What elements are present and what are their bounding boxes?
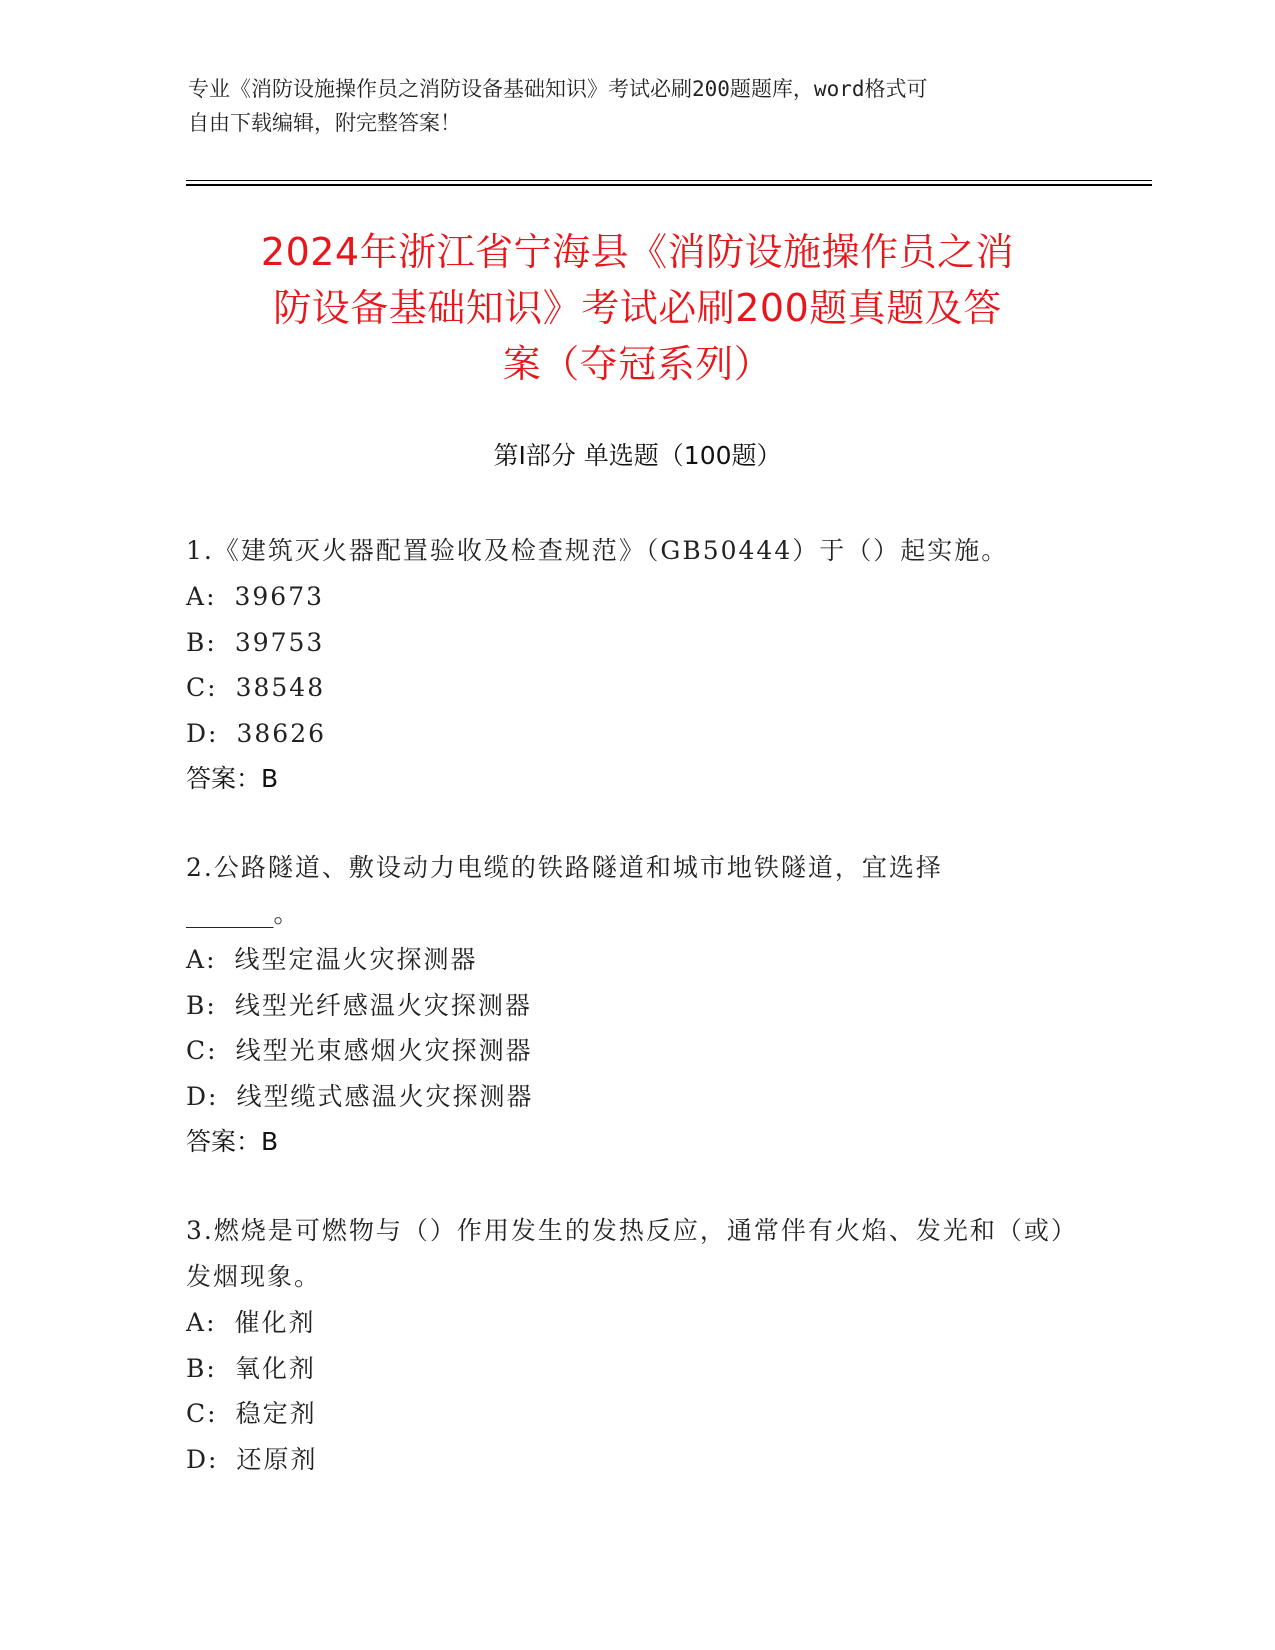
answer-line: 答案：B <box>186 1127 279 1156</box>
option-a <box>186 574 1066 620</box>
option-text: 38626 <box>236 718 327 748</box>
option-d <box>186 711 1066 757</box>
answer-line: 答案：B <box>186 764 279 793</box>
document-title-line-3: 案（夺冠系列） <box>502 342 773 386</box>
option-c <box>186 665 1066 711</box>
document-title <box>150 224 1125 392</box>
header-note <box>188 72 1088 140</box>
option-letter: D <box>186 1081 209 1111</box>
question-2 <box>186 845 1066 1164</box>
question-stem: 1.《建筑灭火器配置验收及检查规范》（GB50444）于（）起实施。 <box>186 536 1009 565</box>
option-b <box>186 620 1066 666</box>
option-text: 稳定剂 <box>235 1399 317 1428</box>
header-divider-thick <box>186 184 1152 186</box>
option-c <box>186 1391 1066 1437</box>
option-letter: C <box>186 673 208 702</box>
option-letter: D <box>186 1444 209 1474</box>
option-letter: D <box>186 718 209 748</box>
header-note-line-2: 自由下载编辑，附完整答案！ <box>188 111 461 135</box>
option-separator: : <box>206 627 217 657</box>
header-divider-thin <box>186 180 1152 181</box>
option-text: 氧化剂 <box>234 1353 316 1383</box>
option-text: 39673 <box>234 582 325 611</box>
option-letter: A <box>186 582 207 611</box>
option-d <box>186 1437 1066 1483</box>
option-letter: A <box>186 945 207 974</box>
option-d <box>186 1074 1066 1120</box>
question-3 <box>186 1208 1066 1482</box>
option-letter: C <box>186 1036 208 1065</box>
header-note-line-1: 专业《消防设施操作员之消防设备基础知识》考试必刷200题题库，word格式可 <box>188 77 928 101</box>
option-text: 催化剂 <box>234 1308 316 1337</box>
option-separator: : <box>206 990 217 1020</box>
option-a <box>186 1300 1066 1346</box>
option-letter: B <box>186 627 207 657</box>
option-c <box>186 1028 1066 1074</box>
option-text: 线型光束感烟火灾探测器 <box>235 1036 533 1065</box>
option-b <box>186 1346 1066 1392</box>
document-title-line-2: 防设备基础知识》考试必刷200题真题及答 <box>273 286 1002 330</box>
option-separator: : <box>206 1308 217 1337</box>
option-letter: B <box>186 1353 207 1383</box>
option-text: 38548 <box>235 673 326 702</box>
option-a <box>186 937 1066 983</box>
option-separator: : <box>208 718 219 748</box>
option-separator: : <box>208 1444 219 1474</box>
option-text: 线型光纤感温火灾探测器 <box>234 990 532 1020</box>
question-1 <box>186 528 1066 801</box>
option-separator: : <box>207 1036 218 1065</box>
question-list <box>186 528 1066 1526</box>
question-stem: 3.燃烧是可燃物与（）作用发生的发热反应，通常伴有火焰、发光和（或）发烟现象。 <box>186 1216 1066 1291</box>
question-stem: 2.公路隧道、敷设动力电缆的铁路隧道和城市地铁隧道，宜选择 <box>186 853 943 882</box>
document-title-line-1: 2024年浙江省宁海县《消防设施操作员之消 <box>260 230 1015 274</box>
section-title: 第Ⅰ部分 单选题（100题） <box>493 441 782 470</box>
option-text: 线型缆式感温火灾探测器 <box>236 1081 534 1111</box>
option-separator: : <box>206 945 217 974</box>
option-separator: : <box>206 1353 217 1383</box>
option-separator: : <box>208 1081 219 1111</box>
option-letter: B <box>186 990 207 1020</box>
option-text: 39753 <box>234 627 325 657</box>
option-separator: : <box>207 1399 218 1428</box>
option-separator: : <box>207 673 218 702</box>
option-letter: C <box>186 1399 208 1428</box>
option-letter: A <box>186 1308 207 1337</box>
option-separator: : <box>206 582 217 611</box>
option-text: 线型定温火灾探测器 <box>234 945 478 974</box>
question-blank: _______。 <box>186 899 299 928</box>
option-text: 还原剂 <box>236 1444 318 1474</box>
option-b <box>186 983 1066 1029</box>
